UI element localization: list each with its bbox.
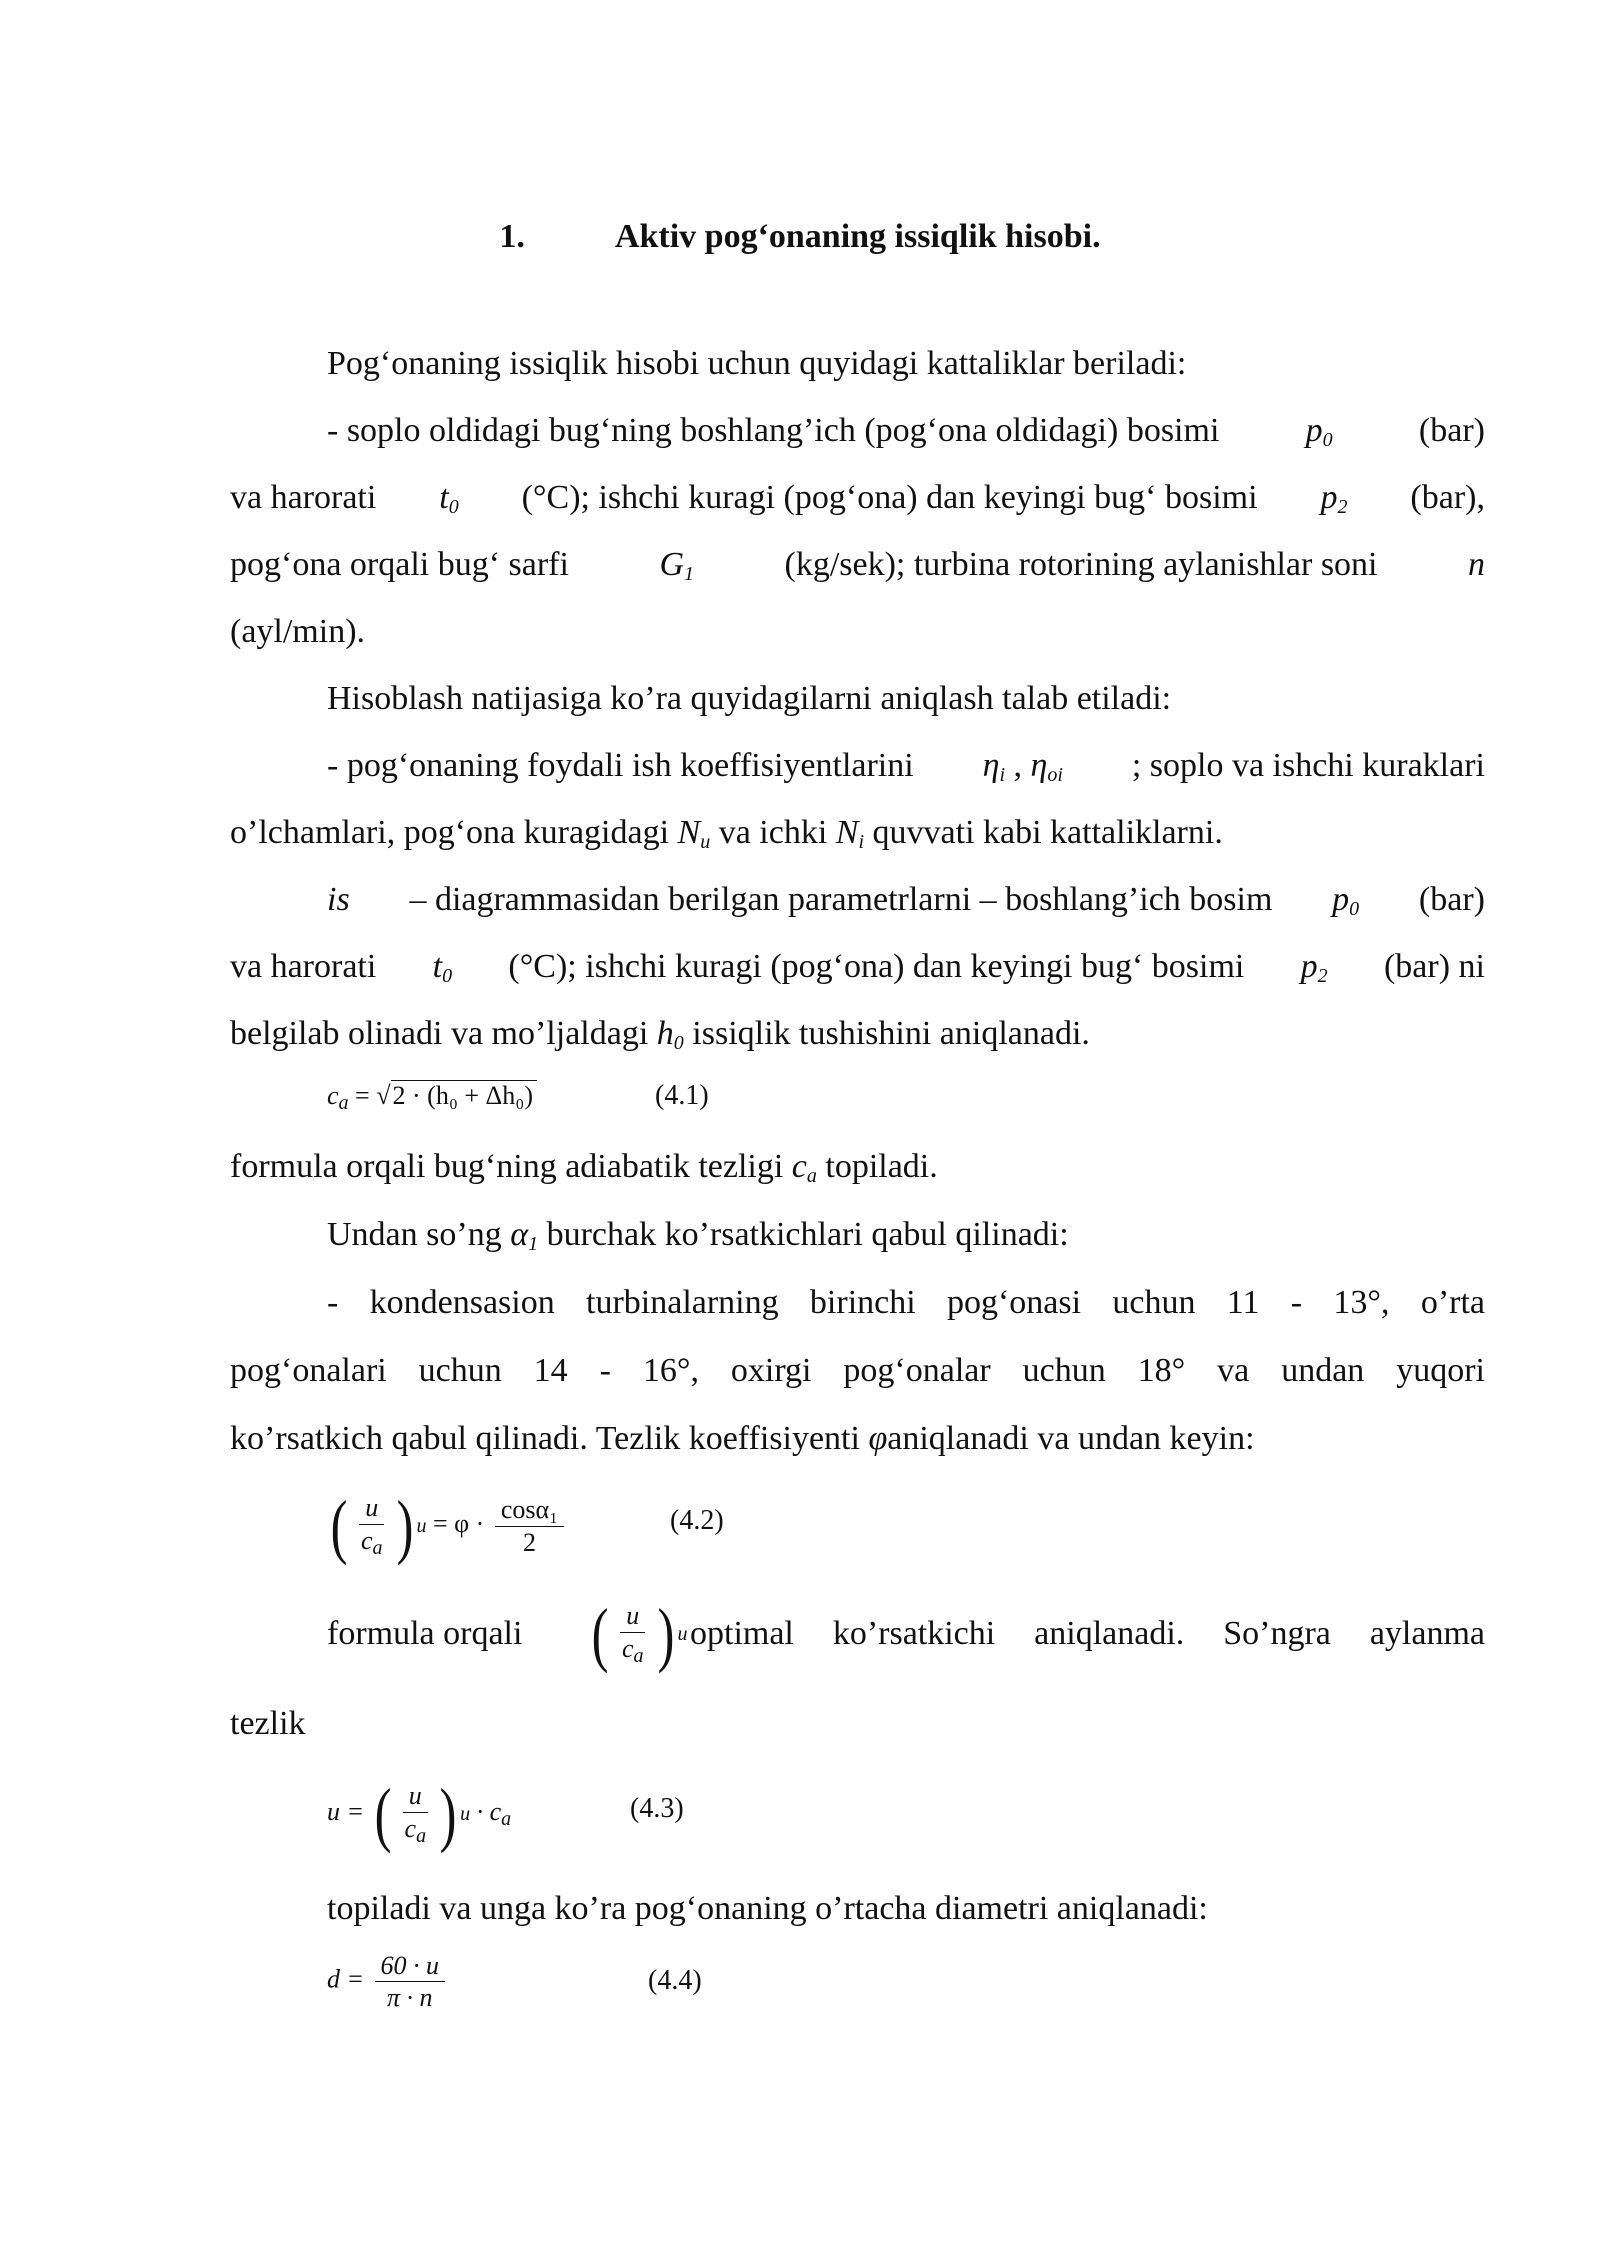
equation-4-2: ( $\frac{u}{c_a}$ ) u = φ · $\frac{\text{cosα₁}}{2}$ bbox=[327, 1490, 568, 1562]
paragraph-line: belgilab olinadi va mo’ljaldagi $h_0$ issiqlik tushishini aniqlanadi. bbox=[230, 1015, 1090, 1054]
text-span: $p_2$ bbox=[1300, 948, 1328, 987]
text-span: (bar) bbox=[1418, 412, 1485, 449]
text-span: (bar), bbox=[1410, 479, 1485, 516]
paragraph-line bbox=[230, 948, 1485, 988]
paragraph-line bbox=[230, 479, 1485, 519]
equation-4-1: $c_a = √2 \cdot (h_0 + \Delta h_0)$ bbox=[327, 1080, 537, 1115]
section-number: 1. bbox=[499, 218, 525, 255]
text-span: $t_0$ bbox=[432, 948, 453, 987]
text-span: va harorati bbox=[230, 948, 377, 985]
paragraph-line bbox=[230, 546, 1485, 586]
text-span: - pog‘onaning foydali ish koeffisiyentlarini bbox=[327, 747, 914, 784]
text-span: pog‘ona orqali bug‘ sarfi bbox=[230, 546, 569, 583]
text-span: $\eta_i$ , $\eta_{oi}$ bbox=[982, 747, 1063, 786]
text-span: $p_0$ bbox=[1332, 881, 1360, 920]
paragraph-line: - kondensasion turbinalarning birinchi pog‘onasi uchun 11 - 13°, o’rta bbox=[327, 1284, 1485, 1321]
text-span: (kg/sek); turbina rotorining aylanishlar soni bbox=[784, 546, 1378, 583]
text-span: $t_0$ bbox=[439, 479, 459, 518]
text-span: $p_2$ bbox=[1320, 479, 1348, 518]
equation-number: (4.2) bbox=[670, 1505, 724, 1536]
paragraph-line: Undan so’ng $\alpha_1$ burchak ko’rsatkichlari qabul qilinadi: bbox=[327, 1216, 1069, 1255]
paragraph-line: formula orqali bbox=[327, 1615, 523, 1652]
section-title-text: Aktiv pog‘onaning issiqlik hisobi. bbox=[614, 218, 1101, 255]
text-span: n bbox=[1467, 546, 1485, 583]
equation-number: (4.1) bbox=[655, 1080, 709, 1111]
paragraph-line bbox=[327, 881, 1485, 921]
text-span: (°C); ishchi kuragi (pog‘ona) dan keyingi bug‘ bosimi bbox=[508, 948, 1245, 985]
text-span: - soplo oldidagi bug‘ning boshlang’ich (pog‘ona oldidagi) bosimi bbox=[327, 412, 1220, 449]
paragraph-line bbox=[327, 747, 1485, 787]
paragraph-line: Hisoblash natijasiga ko’ra quyidagilarni aniqlash talab etiladi: bbox=[327, 680, 1172, 717]
paragraph-line: optimal ko’rsatkichi aniqlanadi. So’ngra aylanma bbox=[690, 1615, 1485, 1652]
paragraph-line: topiladi va unga ko’ra pog‘onaning o’rtacha diametri aniqlanadi: bbox=[327, 1890, 1208, 1927]
text-span: va harorati bbox=[230, 479, 377, 516]
text-span: – diagrammasidan berilgan parametrlarni – boshlang’ich bosim bbox=[409, 881, 1273, 918]
paragraph-line: tezlik bbox=[230, 1705, 306, 1742]
text-span: (bar) bbox=[1418, 881, 1485, 918]
text-span: (bar) ni bbox=[1383, 948, 1485, 985]
paragraph-line: ko’rsatkich qabul qilinadi. Tezlik koeffisiyenti φaniqlanadi va undan keyin: bbox=[230, 1420, 1255, 1457]
paragraph-line: pog‘onalari uchun 14 - 16°, oxirgi pog‘onalar uchun 18° va undan yuqori bbox=[230, 1352, 1485, 1389]
text-span: $p_0$ bbox=[1305, 412, 1333, 451]
paragraph-line: (ayl/min). bbox=[230, 613, 366, 650]
section-title bbox=[0, 218, 1600, 256]
text-span: $G_1$ bbox=[659, 546, 695, 585]
paragraph-line: o’lchamlari, pog‘ona kuragidagi $N_u$ va ichki $N_i$ quvvati kabi kattaliklarni. bbox=[230, 814, 1223, 853]
paragraph-line bbox=[327, 412, 1485, 452]
text-span: ; soplo va ishchi kuraklari bbox=[1131, 747, 1485, 784]
paragraph-line: formula orqali bug‘ning adiabatik tezligi $c_a$ topiladi. bbox=[230, 1148, 938, 1187]
inline-ratio: ( $\frac{u}{c_a}$ ) u bbox=[591, 1594, 688, 1674]
equation-4-3: u = ( $\frac{u}{c_a}$ ) u · $c_a$ bbox=[327, 1774, 512, 1854]
text-span: is bbox=[327, 881, 350, 918]
equation-number: (4.4) bbox=[648, 1965, 702, 1996]
equation-4-4: d = $\frac{60 \cdot u}{\pi \cdot n}$ bbox=[327, 1950, 449, 2013]
equation-number: (4.3) bbox=[630, 1793, 684, 1824]
paragraph-intro: Pog‘onaning issiqlik hisobi uchun quyidagi kattaliklar beriladi: bbox=[327, 345, 1187, 382]
text-span: (°C); ishchi kuragi (pog‘ona) dan keyingi bug‘ bosimi bbox=[521, 479, 1258, 516]
